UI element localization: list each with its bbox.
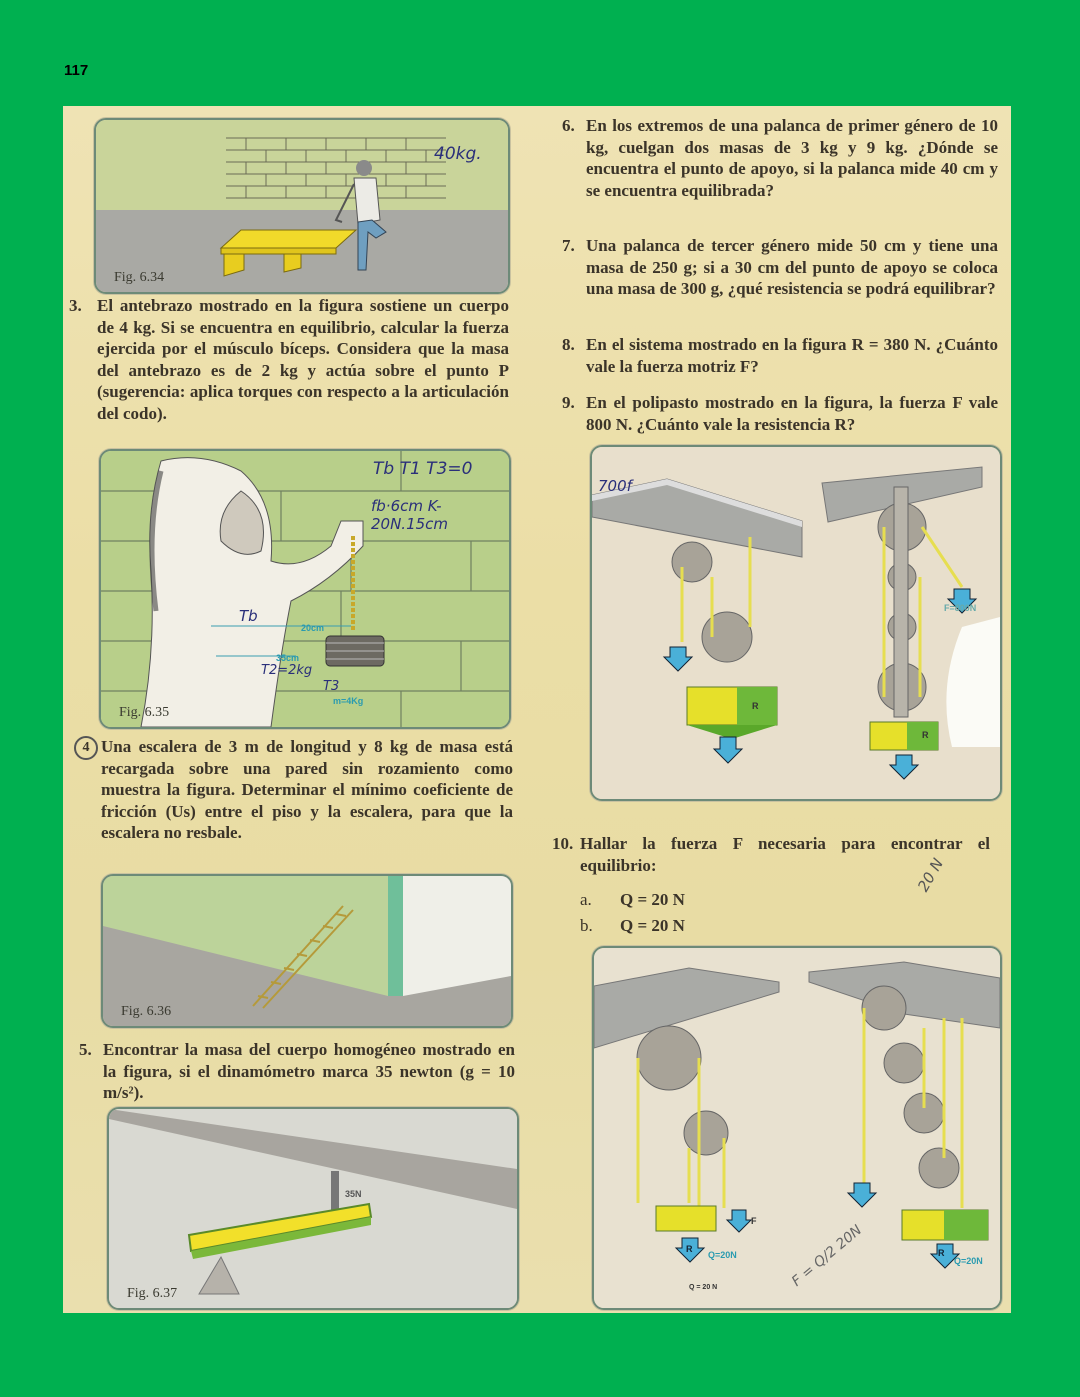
question-number: 10. bbox=[552, 834, 574, 853]
handwritten-t3: T3 bbox=[323, 679, 340, 694]
handwritten-fb-equation: fb·6cm K-20N.15cm bbox=[371, 497, 449, 533]
handwritten-tb: Tb bbox=[239, 607, 258, 625]
question-number: 9. bbox=[562, 393, 575, 412]
figure-label: Fig. 6.34 bbox=[114, 270, 165, 285]
pulley-illustration-1 bbox=[592, 447, 1000, 799]
question-5 bbox=[79, 1039, 515, 1104]
box-label-right: R bbox=[922, 730, 929, 740]
option-value: Q = 20 N bbox=[620, 890, 685, 909]
question-text: Encontrar la masa del cuerpo homogéneo mostrado en la figura, si el dinamómetro marca 35 newton (g = 10 m/s²). bbox=[103, 1040, 515, 1102]
r-label-right: R bbox=[938, 1248, 945, 1258]
dynamometer-reading: 35N bbox=[345, 1189, 362, 1199]
question-number: 3. bbox=[69, 296, 82, 315]
option-a bbox=[580, 890, 685, 910]
figure-6-37 bbox=[107, 1107, 519, 1310]
question-text: En el polipasto mostrado en la figura, la fuerza F vale 800 N. ¿Cuánto vale la resistencia R? bbox=[586, 393, 998, 434]
option-letter: b. bbox=[580, 916, 593, 935]
handwritten-tb-equation: Tb T1 T3=0 bbox=[373, 459, 473, 479]
textbook-page bbox=[63, 106, 1011, 1313]
dimension-20cm: 20cm bbox=[301, 623, 325, 633]
handwritten-t2: T2=2kg bbox=[261, 663, 313, 678]
dimension-35cm: 35cm bbox=[276, 653, 300, 663]
figure-6-35 bbox=[99, 449, 511, 729]
question-4 bbox=[82, 736, 513, 844]
option-value: Q = 20 N bbox=[620, 916, 685, 935]
r-label-left: R bbox=[686, 1244, 693, 1254]
q-label-right: Q=20N bbox=[954, 1256, 983, 1266]
figure-6-34 bbox=[94, 118, 510, 294]
question-7 bbox=[562, 235, 998, 300]
question-text: Hallar la fuerza F necesaria para encontrar el equilibrio: bbox=[580, 834, 990, 875]
beam-dynamometer-illustration bbox=[109, 1109, 517, 1308]
page-number: 117 bbox=[64, 62, 89, 79]
question-text: Una escalera de 3 m de longitud y 8 kg de masa está recargada sobre una pared sin rozamiento como muestra la figura. Determinar el mínimo coeficiente de fricción (Us) entre el piso y la escalera, para que la escalera no resbale. bbox=[101, 737, 513, 842]
question-text: En el sistema mostrado en la figura R = 380 N. ¿Cuánto vale la fuerza motriz F? bbox=[586, 335, 998, 376]
question-number: 8. bbox=[562, 335, 575, 354]
q-label-left: Q=20N bbox=[708, 1250, 737, 1260]
option-b bbox=[580, 916, 685, 936]
mass-label: m=4Kg bbox=[333, 696, 364, 706]
question-number: 7. bbox=[562, 236, 575, 255]
question-3 bbox=[69, 295, 509, 424]
figure-6-36 bbox=[101, 874, 513, 1028]
figure-label: Fig. 6.36 bbox=[121, 1004, 172, 1019]
question-8 bbox=[562, 334, 998, 377]
figure-label: Fig. 6.37 bbox=[127, 1286, 178, 1301]
handwritten-40kg: 40kg. bbox=[434, 144, 482, 164]
question-number: 5. bbox=[79, 1040, 92, 1059]
figure-caption: Q = 20 N bbox=[689, 1284, 718, 1291]
box-label-left: R bbox=[752, 701, 759, 711]
question-text: Una palanca de tercer género mide 50 cm y tiene una masa de 250 g; si a 30 cm del punto de apoyo se coloca una masa de 300 g, ¿qué resistencia se podrá equilibrar? bbox=[586, 236, 998, 298]
question-number: 6. bbox=[562, 116, 575, 135]
f-label-left: F bbox=[751, 1216, 757, 1226]
option-letter: a. bbox=[580, 890, 592, 909]
handwritten-700f: 700f bbox=[598, 477, 632, 495]
force-label: F=800N bbox=[944, 603, 977, 613]
question-6 bbox=[562, 115, 998, 201]
handwritten-margin-note: 20 N bbox=[913, 855, 948, 895]
forearm-biceps-illustration bbox=[101, 451, 509, 727]
question-text: El antebrazo mostrado en la figura sostiene un cuerpo de 4 kg. Si se encuentra en equilibrio, calcular la fuerza ejercida por el músculo bíceps. Considera que la masa del antebrazo es de 2 kg y actúa sobre el punto P (sugerencia: aplica torques con respecto a la articulación del codo). bbox=[97, 296, 509, 423]
question-number-circled: 4 bbox=[74, 736, 98, 760]
pulley-systems-figure-2 bbox=[592, 946, 1002, 1310]
pulley-systems-figure-1 bbox=[590, 445, 1002, 801]
handwritten-formula: F = Q/2 20N bbox=[788, 1222, 866, 1290]
figure-label: Fig. 6.35 bbox=[119, 705, 170, 720]
question-text: En los extremos de una palanca de primer género de 10 kg, cuelgan dos masas de 3 kg y 9 kg. ¿Dónde se encuentra el punto de apoyo, si la palanca mide 40 cm y se encuentra equilibrada? bbox=[586, 116, 998, 200]
question-9 bbox=[562, 392, 998, 435]
